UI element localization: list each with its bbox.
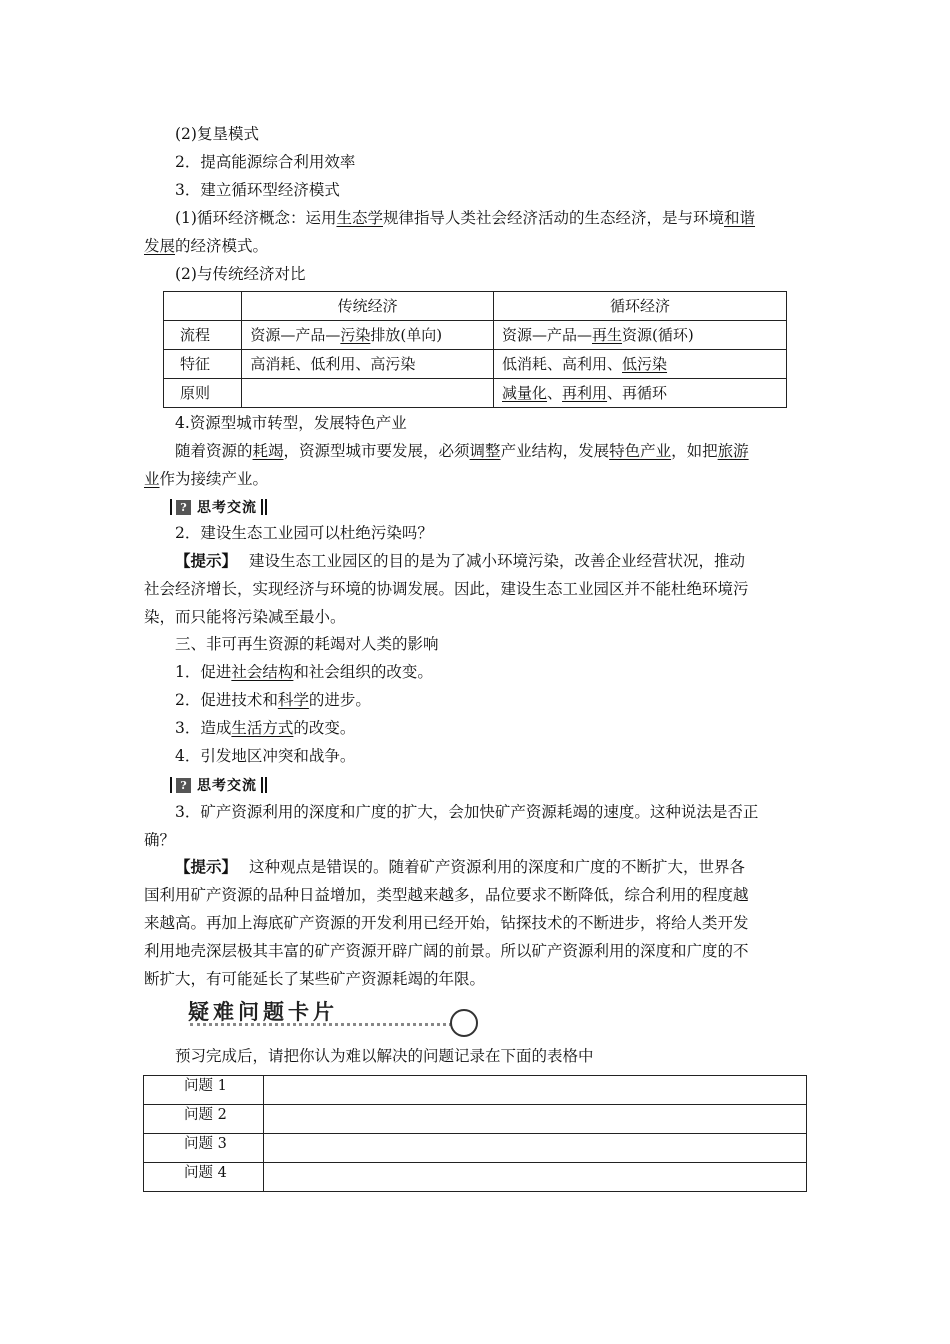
- question-label: 问题 3: [144, 1134, 264, 1163]
- table-cell: 高消耗、低利用、高污染: [242, 350, 494, 379]
- table-cell: 低消耗、高利用、低污染: [494, 350, 787, 379]
- question-card-banner: [188, 996, 488, 1042]
- think-label: 思考交流: [197, 778, 257, 794]
- part3-item-2: 2．促进技术和科学的进步。: [175, 691, 371, 709]
- think-exchange-heading: [170, 774, 269, 796]
- answer-cell[interactable]: [264, 1105, 807, 1134]
- hint-2-line3: 染，而只能将污染减至最小。: [144, 608, 346, 626]
- line-energy-efficiency: 2．提高能源综合利用效率: [175, 153, 356, 171]
- line-concept: (1)循环经济概念：运用生态学规律指导人类社会经济活动的生态经济，是与环境和谐: [175, 209, 756, 227]
- question-label: 问题 1: [144, 1076, 264, 1105]
- think-exchange-heading: [170, 496, 269, 518]
- card-title: 疑难问题卡片: [188, 1000, 338, 1024]
- hint-2-line1: 【提示】 建设生态工业园区的目的是为了减小环境污染，改善企业经营状况，推动: [175, 551, 746, 570]
- table-cell: 资源—产品—再生资源(循环): [494, 321, 787, 350]
- bar-decoration: [261, 777, 263, 793]
- table-header-cell: 传统经济: [242, 292, 494, 321]
- think-label: 思考交流: [197, 500, 257, 516]
- answer-cell[interactable]: [264, 1134, 807, 1163]
- bar-decoration: [170, 777, 172, 793]
- line-reclamation-mode: (2)复垦模式: [175, 125, 259, 143]
- table-row: [164, 321, 787, 350]
- table-row: [144, 1163, 807, 1192]
- row-label: 流程: [164, 321, 242, 350]
- table-row: [164, 379, 787, 408]
- table-header-row: [164, 292, 787, 321]
- table-row: [144, 1105, 807, 1134]
- section4-paragraph: 随着资源的耗竭，资源型城市要发展，必须调整产业结构，发展特色产业，如把旅游: [175, 442, 749, 460]
- line-concept-cont: 发展的经济模式。: [144, 237, 269, 255]
- question-record-table: [143, 1075, 807, 1192]
- table-header-cell: [164, 292, 242, 321]
- row-label: 原则: [164, 379, 242, 408]
- question-3-line1: 3．矿产资源利用的深度和广度的扩大，会加快矿产资源耗竭的速度。这种说法是否正: [175, 803, 759, 821]
- hint-3-line5: 断扩大，有可能延长了某些矿产资源耗竭的年限。: [144, 970, 486, 988]
- answer-cell[interactable]: [264, 1076, 807, 1105]
- hint-2-line2: 社会经济增长，实现经济与环境的协调发展。因此，建设生态工业园区并不能杜绝环境污: [144, 580, 749, 598]
- table-cell: 减量化、再利用、再循环: [494, 379, 787, 408]
- table-cell: [242, 379, 494, 408]
- line-circular-economy: 3．建立循环型经济模式: [175, 181, 340, 199]
- table-row: [144, 1134, 807, 1163]
- section4-paragraph-cont: 业作为接续产业。: [144, 470, 269, 488]
- answer-cell[interactable]: [264, 1163, 807, 1192]
- part3-item-4: 4．引发地区冲突和战争。: [175, 747, 356, 765]
- bar-decoration: [170, 499, 172, 515]
- hint-3-line1: 【提示】 这种观点是错误的。随着矿产资源利用的深度和广度的不断扩大，世界各: [175, 857, 746, 876]
- table-header-cell: 循环经济: [494, 292, 787, 321]
- bar-decoration: [265, 777, 267, 793]
- table-cell: 资源—产品—污染排放(单向): [242, 321, 494, 350]
- question-label: 问题 4: [144, 1163, 264, 1192]
- circle-icon: [450, 1009, 478, 1037]
- question-2: 2．建设生态工业园可以杜绝污染吗？: [175, 524, 433, 542]
- table-row: [164, 350, 787, 379]
- question-label: 问题 2: [144, 1105, 264, 1134]
- question-icon: ?: [176, 500, 191, 515]
- line-comparison-title: (2)与传统经济对比: [175, 265, 306, 283]
- card-intro: 预习完成后，请把你认为难以解决的问题记录在下面的表格中: [175, 1047, 594, 1065]
- bar-decoration: [261, 499, 263, 515]
- hint-3-line3: 来越高。再加上海底矿产资源的开发利用已经开始，钻探技术的不断进步，将给人类开发: [144, 914, 749, 932]
- hint-3-line2: 国利用矿产资源的品种日益增加，类型越来越多，品位要求不断降低，综合利用的程度越: [144, 886, 749, 904]
- question-3-line2: 确？: [144, 831, 176, 849]
- table-row: [144, 1076, 807, 1105]
- comparison-table: [163, 291, 787, 408]
- bar-decoration: [265, 499, 267, 515]
- hint-3-line4: 利用地壳深层极其丰富的矿产资源开辟广阔的前景。所以矿产资源利用的深度和广度的不: [144, 942, 749, 960]
- row-label: 特征: [164, 350, 242, 379]
- part3-item-1: 1．促进社会结构和社会组织的改变。: [175, 663, 433, 681]
- part3-title: 三、非可再生资源的耗竭对人类的影响: [175, 635, 439, 653]
- dotted-line-decoration: [190, 1023, 452, 1026]
- part3-item-3: 3．造成生活方式的改变。: [175, 719, 356, 737]
- section4-title: 4.资源型城市转型，发展特色产业: [175, 414, 407, 432]
- question-icon: ?: [176, 778, 191, 793]
